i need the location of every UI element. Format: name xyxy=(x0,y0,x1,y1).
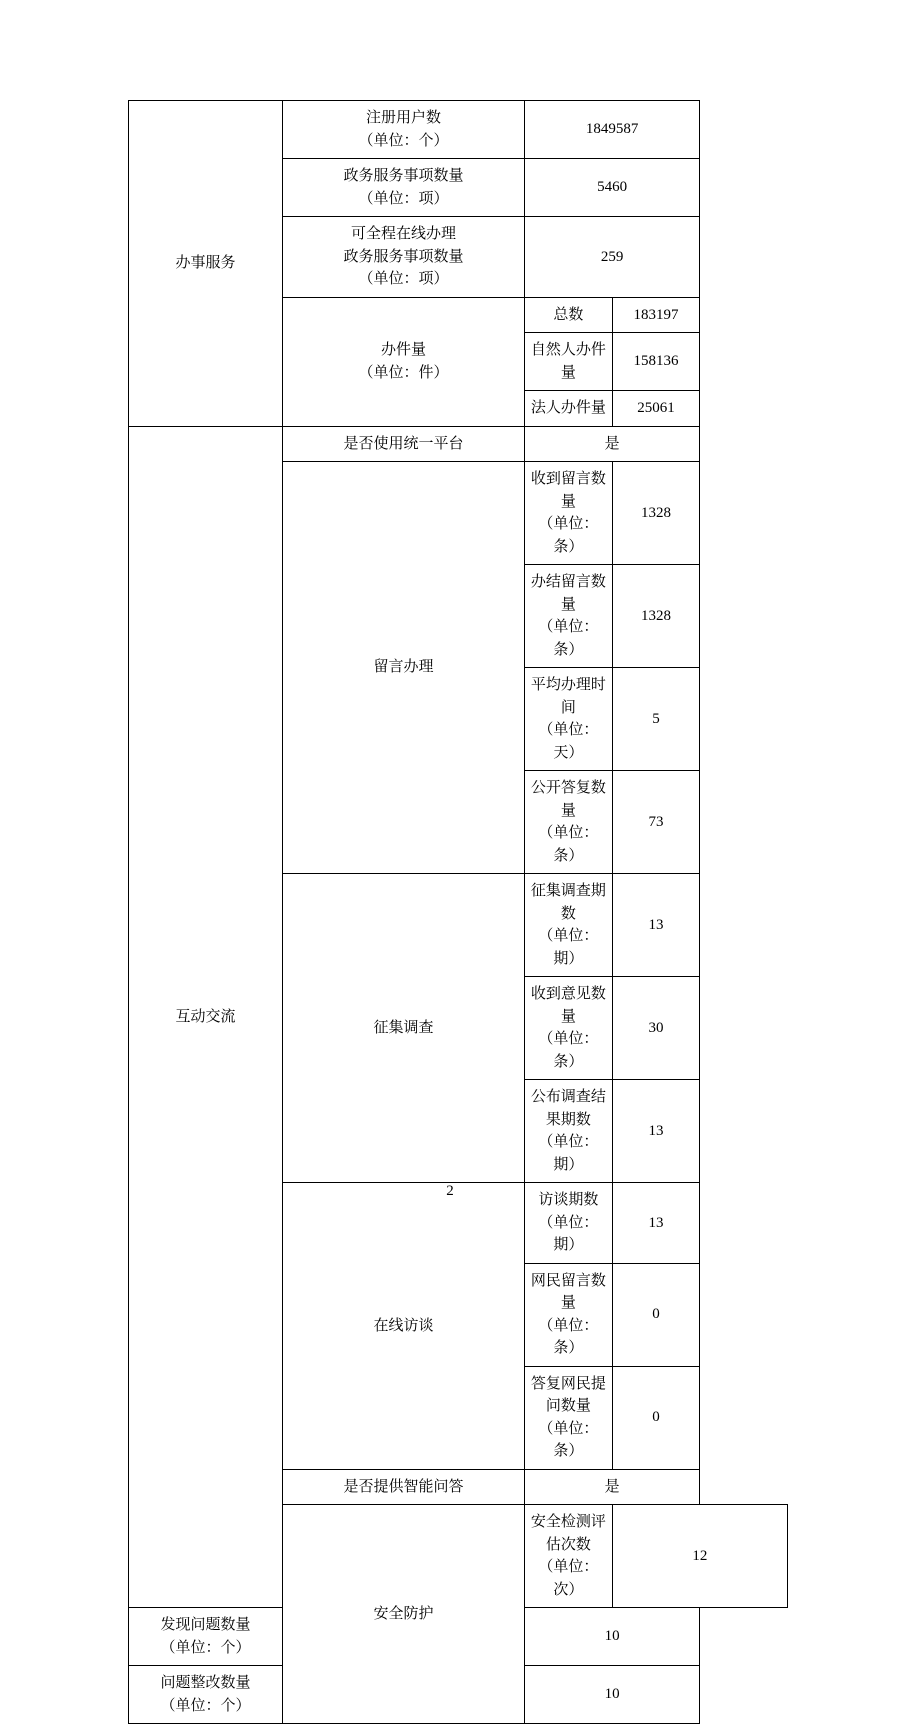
value-survey-periods: 13 xyxy=(612,874,700,977)
sublabel-netizen-messages xyxy=(525,1263,613,1366)
sublabel-survey-periods xyxy=(525,874,613,977)
sublabel-line-2: （单位：条） xyxy=(538,516,599,555)
sublabel-line-2: （单位：条） xyxy=(538,825,599,864)
label-line-2: （单位：项） xyxy=(358,190,449,207)
sublabel-opinions-received xyxy=(525,977,613,1080)
metric-label-survey: 征集调查 xyxy=(283,874,525,1183)
label-line-2: （单位：件） xyxy=(358,364,449,381)
value-messages-received: 1328 xyxy=(612,462,700,565)
sublabel-line-2: （单位：条） xyxy=(538,1317,599,1356)
sublabel-line-1: 收到留言数量 xyxy=(530,471,606,510)
sublabel-line-1: 访谈期数 xyxy=(538,1192,599,1208)
sublabel-messages-received xyxy=(525,462,613,565)
sublabel-line-2: （单位：期） xyxy=(538,928,599,967)
sublabel-netizen-replies xyxy=(525,1366,613,1469)
value-case-natural-person: 158136 xyxy=(612,333,700,391)
value-opinions-received: 30 xyxy=(612,977,700,1080)
metric-label-security-assessments xyxy=(525,1505,613,1608)
sublabel-line-2: （单位：条） xyxy=(538,1031,599,1070)
label-line-1: 安全检测评估次数 xyxy=(530,1514,606,1553)
sublabel-case-total: 总数 xyxy=(525,297,613,333)
label-line-1: 发现问题数量 xyxy=(160,1617,251,1633)
sublabel-line-1: 公布调查结果期数 xyxy=(530,1089,606,1128)
label-line-1: 办件量 xyxy=(380,342,426,358)
value-interview-periods: 13 xyxy=(612,1183,700,1264)
sublabel-line-2: （单位：天） xyxy=(538,722,599,761)
sublabel-line-2: （单位：条） xyxy=(538,1420,599,1459)
metric-value-security-assessments: 12 xyxy=(612,1505,787,1608)
sublabel-case-legal-person: 法人办件量 xyxy=(525,391,613,427)
value-netizen-replies: 0 xyxy=(612,1366,700,1469)
sublabel-line-1: 答复网民提问数量 xyxy=(530,1375,606,1414)
metric-label-online-service-items xyxy=(283,217,525,298)
metric-value-smart-qa: 是 xyxy=(525,1469,700,1505)
sublabel-line-2: （单位：期） xyxy=(538,1134,599,1173)
label-line-2: 政务服务事项数量 xyxy=(343,248,464,265)
label-line-1: 可全程在线办理 xyxy=(350,226,456,242)
statistics-table-container xyxy=(128,100,788,1724)
sublabel-line-1: 平均办理时间 xyxy=(530,677,606,716)
sublabel-case-natural-person: 自然人办件量 xyxy=(525,333,613,391)
metric-label-issues-found xyxy=(129,1608,283,1666)
value-messages-completed: 1328 xyxy=(612,565,700,668)
sublabel-line-1: 征集调查期数 xyxy=(530,883,606,922)
table-row xyxy=(129,101,788,159)
label-line-2: （单位：个） xyxy=(160,1639,251,1656)
metric-value-service-items: 5460 xyxy=(525,159,700,217)
metric-value-issues-rectified: 10 xyxy=(525,1666,700,1724)
page-number: 2 xyxy=(446,1183,454,1199)
sublabel-line-2: （单位：条） xyxy=(538,619,599,658)
metric-label-unified-platform: 是否使用统一平台 xyxy=(283,426,525,462)
metric-label-smart-qa: 是否提供智能问答 xyxy=(283,1469,525,1505)
label-line-2: （单位：个） xyxy=(160,1697,251,1714)
sublabel-public-replies xyxy=(525,771,613,874)
label-line-1: 政务服务事项数量 xyxy=(343,168,464,184)
value-case-legal-person: 25061 xyxy=(612,391,700,427)
label-line-3: （单位：项） xyxy=(358,271,449,287)
metric-label-online-interview: 在线访谈 xyxy=(283,1183,525,1470)
sublabel-line-2: （单位：期） xyxy=(538,1214,599,1253)
metric-value-unified-platform: 是 xyxy=(525,426,700,462)
sublabel-messages-completed xyxy=(525,565,613,668)
metric-value-registered-users: 1849587 xyxy=(525,101,700,159)
metric-label-issues-rectified xyxy=(129,1666,283,1724)
metric-label-service-items xyxy=(283,159,525,217)
label-line-2: （单位：个） xyxy=(358,132,449,149)
sublabel-survey-results-published xyxy=(525,1080,613,1183)
metric-value-issues-found: 10 xyxy=(525,1608,700,1666)
value-average-handling-time: 5 xyxy=(612,668,700,771)
label-line-2: （单位：次） xyxy=(538,1559,599,1598)
category-cell-service: 办事服务 xyxy=(129,101,283,427)
label-line-1: 注册用户数 xyxy=(365,110,441,126)
value-case-total: 183197 xyxy=(612,297,700,333)
value-netizen-messages: 0 xyxy=(612,1263,700,1366)
metric-label-message-handling: 留言办理 xyxy=(283,462,525,874)
sublabel-line-1: 公开答复数量 xyxy=(530,780,606,819)
sublabel-line-1: 网民留言数量 xyxy=(530,1272,606,1311)
government-website-statistics-table xyxy=(128,100,788,1724)
table-row xyxy=(129,426,788,462)
label-line-1: 问题整改数量 xyxy=(160,1675,251,1691)
value-public-replies: 73 xyxy=(612,771,700,874)
sublabel-line-1: 办结留言数量 xyxy=(530,574,606,613)
metric-label-case-volume xyxy=(283,297,525,426)
sublabel-average-handling-time xyxy=(525,668,613,771)
category-cell-security: 安全防护 xyxy=(283,1505,525,1724)
value-survey-results-published: 13 xyxy=(612,1080,700,1183)
metric-label-registered-users xyxy=(283,101,525,159)
category-cell-interaction: 互动交流 xyxy=(129,426,283,1608)
sublabel-line-1: 收到意见数量 xyxy=(530,986,606,1025)
metric-value-online-service-items: 259 xyxy=(525,217,700,298)
